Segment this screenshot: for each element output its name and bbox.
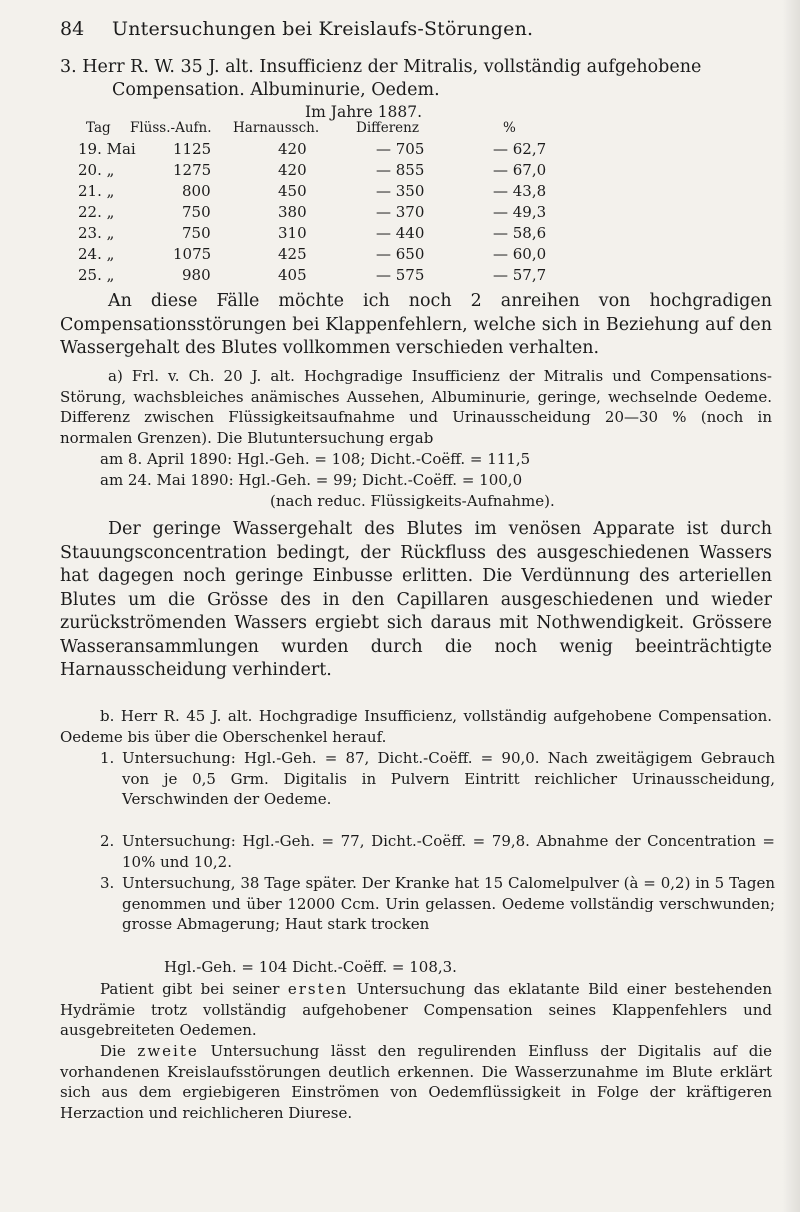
table-row — [78, 245, 778, 265]
table-cell: 23. „ — [78, 224, 115, 242]
table-cell: 21. „ — [78, 182, 115, 200]
table-cell: 980 — [182, 266, 211, 284]
table-row — [78, 224, 778, 244]
page-header — [60, 16, 760, 46]
paragraph-zweite — [60, 1041, 772, 1123]
table-row — [78, 182, 778, 202]
table-cell: 20. „ — [78, 161, 115, 179]
table-cell: — 57,7 — [493, 266, 547, 284]
table-cell: 310 — [278, 224, 307, 242]
table-cell: 405 — [278, 266, 307, 284]
table-cell: 19. Mai — [78, 140, 136, 158]
table-cell: 22. „ — [78, 203, 115, 221]
table-cell: 425 — [278, 245, 307, 263]
case-a-result-april: am 8. April 1890: Hgl.-Geh. = 108; Dicht.-Coëff. = 111,5 — [100, 450, 531, 468]
case-a-result-may: am 24. Mai 1890: Hgl.-Geh. = 99; Dicht.-Coëff. = 100,0 — [100, 471, 523, 489]
table-cell: — 60,0 — [493, 245, 547, 263]
table-cell: 450 — [278, 182, 307, 200]
table-cell: 750 — [182, 203, 211, 221]
table-cell: — 350 — [376, 182, 425, 200]
table-cell: 1075 — [173, 245, 212, 263]
table-row — [78, 203, 778, 223]
table-cell: 420 — [278, 161, 307, 179]
table-cell: — 49,3 — [493, 203, 547, 221]
table-cell: 380 — [278, 203, 307, 221]
table-cell: 24. „ — [78, 245, 115, 263]
table-cell: 800 — [182, 182, 211, 200]
list-number: 2. — [100, 832, 115, 850]
table-cell: 25. „ — [78, 266, 115, 284]
examination-1-text: Untersuchung: Hgl.-Geh. = 87, Dicht.-Coëff. = 90,0. Nach zweitägigem Gebrauch von je 0,5 Grm. Digitalis in Pulvern Eintritt reichlicher Urinausscheidung, Verschwinden der Oedeme. — [122, 749, 775, 809]
table-cell: — 705 — [376, 140, 425, 158]
table-cell: — 370 — [376, 203, 425, 221]
case-3-heading-line1: 3. Herr R. W. 35 J. alt. Insufficienz der Mitralis, vollständig aufgehobene — [60, 57, 702, 77]
paragraph-patient-post: Untersuchung das eklatante Bild einer bestehenden Hydrämie trotz vollständig aufgehobener Compensation seines Klappenfehlers und ausgebreiteten Oedemen. — [60, 980, 772, 1040]
table-cell: 750 — [182, 224, 211, 242]
table-cell: — 67,0 — [493, 161, 547, 179]
table-cell: — 43,8 — [493, 182, 547, 200]
case-a-paragraph: a) Frl. v. Ch. 20 J. alt. Hochgradige Insufficienz der Mitralis und Compensations-Störung, wachsbleiches anämisches Aussehen, Albuminurie, geringe, wechselnde Oedeme. Differenz zwischen Flüssigkeitsaufnahme und Urinausscheidung 20—30 % (noch in normalen Grenzen). Die Blutuntersuchung ergab — [60, 367, 772, 447]
table-header-cell: Tag — [86, 120, 111, 136]
examination-2-text: Untersuchung: Hgl.-Geh. = 77, Dicht.-Coëff. = 79,8. Abnahme der Concentration = 10% und 10,2. — [122, 832, 775, 871]
table-header-cell: Flüss.-Aufn. — [130, 120, 212, 136]
table-header-cell: Differenz — [356, 120, 419, 136]
list-number: 1. — [100, 749, 115, 767]
table-cell: — 62,7 — [493, 140, 547, 158]
table-cell: 1275 — [173, 161, 212, 179]
running-title: Untersuchungen bei Kreislaufs-Störungen. — [112, 18, 534, 40]
page-number: 84 — [60, 18, 85, 40]
paragraph-zweite-pre: Die — [100, 1042, 126, 1060]
paragraph-zweite-post: Untersuchung lässt den regulirenden Einfluss der Digitalis auf die vorhandenen Kreislaufsstörungen deutlich erkennen. Die Wasserzunahme im Blute erklärt sich aus dem ergiebigeren Einströmen von Oedemflüssigkeit in Folge der kräftigeren Herzaction und reichlicheren Diurese. — [60, 1042, 772, 1122]
paragraph-patient-pre: Patient gibt bei seiner — [100, 980, 280, 998]
table-row — [78, 161, 778, 181]
table-cell: — 650 — [376, 245, 425, 263]
table-row — [78, 140, 778, 160]
page-edge-shadow — [782, 0, 800, 1212]
case-3-heading-line2: Compensation. Albuminurie, Oedem. — [112, 80, 440, 100]
table-cell: — 575 — [376, 266, 425, 284]
case-a-note: (nach reduc. Flüssigkeits-Aufnahme). — [270, 492, 555, 510]
table-cell: — 855 — [376, 161, 425, 179]
paragraph-intro: An diese Fälle möchte ich noch 2 anreihen von hochgradigen Compensationsstörungen bei Klappenfehlern, welche sich in Beziehung auf den Wassergehalt des Blutes vollkommen verschieden verhalten. — [60, 291, 772, 358]
case-3-year: Im Jahre 1887. — [305, 103, 423, 121]
case-b-paragraph: b. Herr R. 45 J. alt. Hochgradige Insufficienz, vollständig aufgehobene Compensation. Oedeme bis über die Oberschenkel herauf. — [60, 707, 772, 746]
table-cell: 420 — [278, 140, 307, 158]
table-cell: — 440 — [376, 224, 425, 242]
examination-3-result: Hgl.-Geh. = 104 Dicht.-Coëff. = 108,3. — [164, 958, 457, 976]
paragraph-patient — [60, 979, 772, 1041]
table-cell: — 58,6 — [493, 224, 547, 242]
table-header-cell: % — [503, 120, 516, 136]
paragraph-zweite-emphasis: zweite — [137, 1042, 199, 1060]
list-number: 3. — [100, 874, 115, 892]
table-header-row — [78, 120, 778, 140]
examination-3-text: Untersuchung, 38 Tage später. Der Kranke hat 15 Calomelpulver (à = 0,2) in 5 Tagen genommen und über 12000 Ccm. Urin gelassen. Oedeme vollständig verschwunden; grosse Abmagerung; Haut stark trocken — [122, 874, 775, 934]
table-header-cell: Harnaussch. — [233, 120, 320, 136]
paragraph-patient-emphasis: ersten — [287, 980, 349, 998]
table-cell: 1125 — [173, 140, 212, 158]
paragraph-venous: Der geringe Wassergehalt des Blutes im venösen Apparate ist durch Stauungsconcentration bedingt, der Rückfluss des ausgeschiedenen Wassers hat dagegen noch geringe Einbusse erlitten. Die Verdünnung des arteriellen Blutes um die Grösse des in den Capillaren ausgeschiedenen und wieder zurückströmenden Wassers ergiebt sich daraus mit Nothwendigkeit. Grössere Wasseransammlungen wurden durch die noch wenig beeinträchtigte Harnausscheidung verhindert. — [60, 519, 772, 680]
table-row — [78, 266, 778, 286]
